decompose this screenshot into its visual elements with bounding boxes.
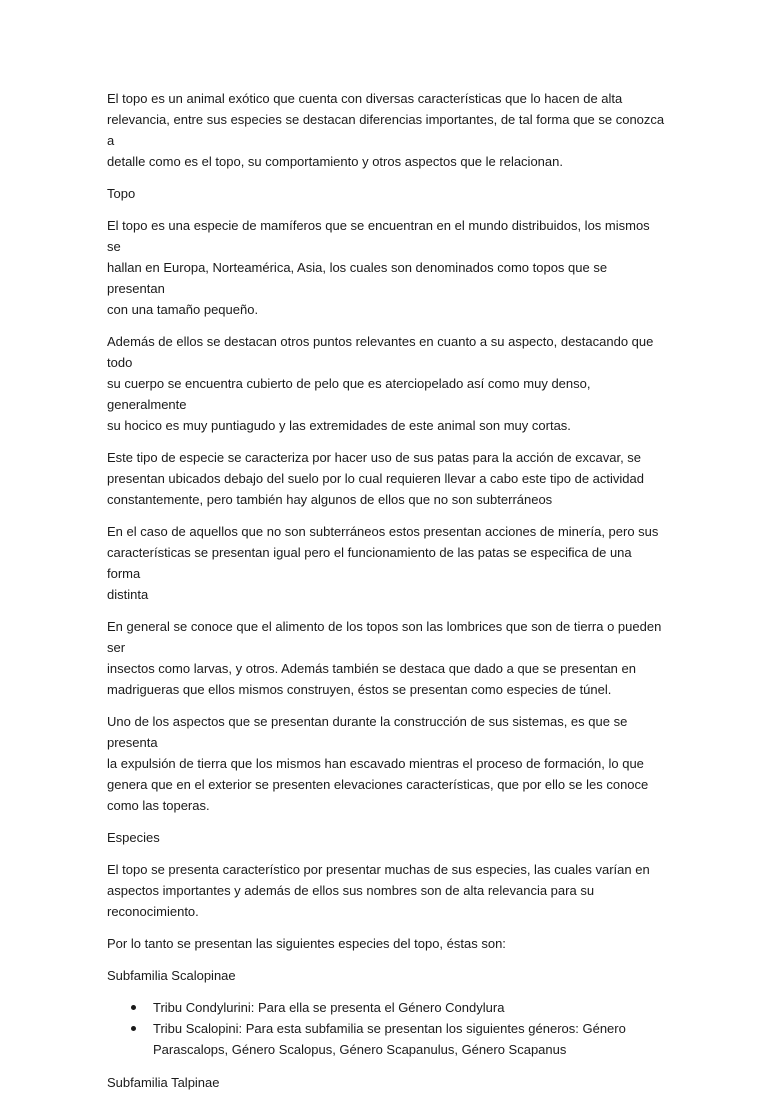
paragraph-non-subterranean: En el caso de aquellos que no son subterráneos estos presentan acciones de minería, pero sus características se presentan igual pero el funcionamiento de las patas se especifica de una forma distinta [107, 524, 659, 602]
paragraph-species-intro: El topo se presenta característico por presentar muchas de sus especies, las cuales varían en aspectos importantes y además de ellos sus nombres son de alta relevancia para su reconocimiento. [107, 862, 650, 919]
intro-paragraph: El topo es un animal exótico que cuenta con diversas características que lo hacen de alta relevancia, entre sus especies se destacan diferencias importantes, de tal forma que se conozca a detalle como es el topo, su comportamiento y otros aspectos que le relacionan. [107, 91, 665, 169]
heading-talpinae: Subfamilia Talpinae [107, 1075, 220, 1090]
bullet-icon [131, 1005, 136, 1010]
paragraph-appearance: Además de ellos se destacan otros puntos relevantes en cuanto a su aspecto, destacando que todo su cuerpo se encuentra cubierto de pelo que es aterciopelado así como muy denso, generalmente su hocico es muy puntiagudo y las extremidades de este animal son muy cortas. [107, 334, 654, 433]
list-item-text: Tribu Scalopini: Para esta subfamilia se presentan los siguientes géneros: Género Parascalops, Género Scalopus, Género Scapanulus, Género Scapanus [153, 1021, 626, 1057]
list-item [137, 997, 667, 1018]
paragraph-species-lead: Por lo tanto se presentan las siguientes especies del topo, éstas son: [107, 936, 506, 951]
bullet-icon [131, 1026, 136, 1031]
document-page [107, 88, 667, 1104]
heading-topo: Topo [107, 186, 136, 201]
list-item [137, 1018, 667, 1060]
heading-especies: Especies [107, 830, 160, 845]
paragraph-digging: Este tipo de especie se caracteriza por hacer uso de sus patas para la acción de excavar, se presentan ubicados debajo del suelo por lo cual requieren llevar a cabo este tipo de actividad constantemente, pero también hay algunos de ellos que no son subterráneos [107, 450, 644, 507]
heading-scalopinae: Subfamilia Scalopinae [107, 968, 236, 983]
list-item-text: Tribu Condylurini: Para ella se presenta el Género Condylura [153, 1000, 505, 1015]
species-list [107, 997, 667, 1060]
paragraph-molehills: Uno de los aspectos que se presentan durante la construcción de sus sistemas, es que se presenta la expulsión de tierra que los mismos han escavado mientras el proceso de formación, lo que genera que en el exterior se presenten elevaciones características, que por ello se les conoce como las toperas. [107, 714, 649, 813]
paragraph-diet: En general se conoce que el alimento de los topos son las lombrices que son de tierra o pueden ser insectos como larvas, y otros. Además también se destaca que dado a que se presentan en madrigueras que ellos mismos construyen, éstos se presentan como especies de túnel. [107, 619, 662, 697]
paragraph-distribution: El topo es una especie de mamíferos que se encuentran en el mundo distribuidos, los mismos se hallan en Europa, Norteamérica, Asia, los cuales son denominados como topos que se presentan con una tamaño pequeño. [107, 218, 650, 317]
